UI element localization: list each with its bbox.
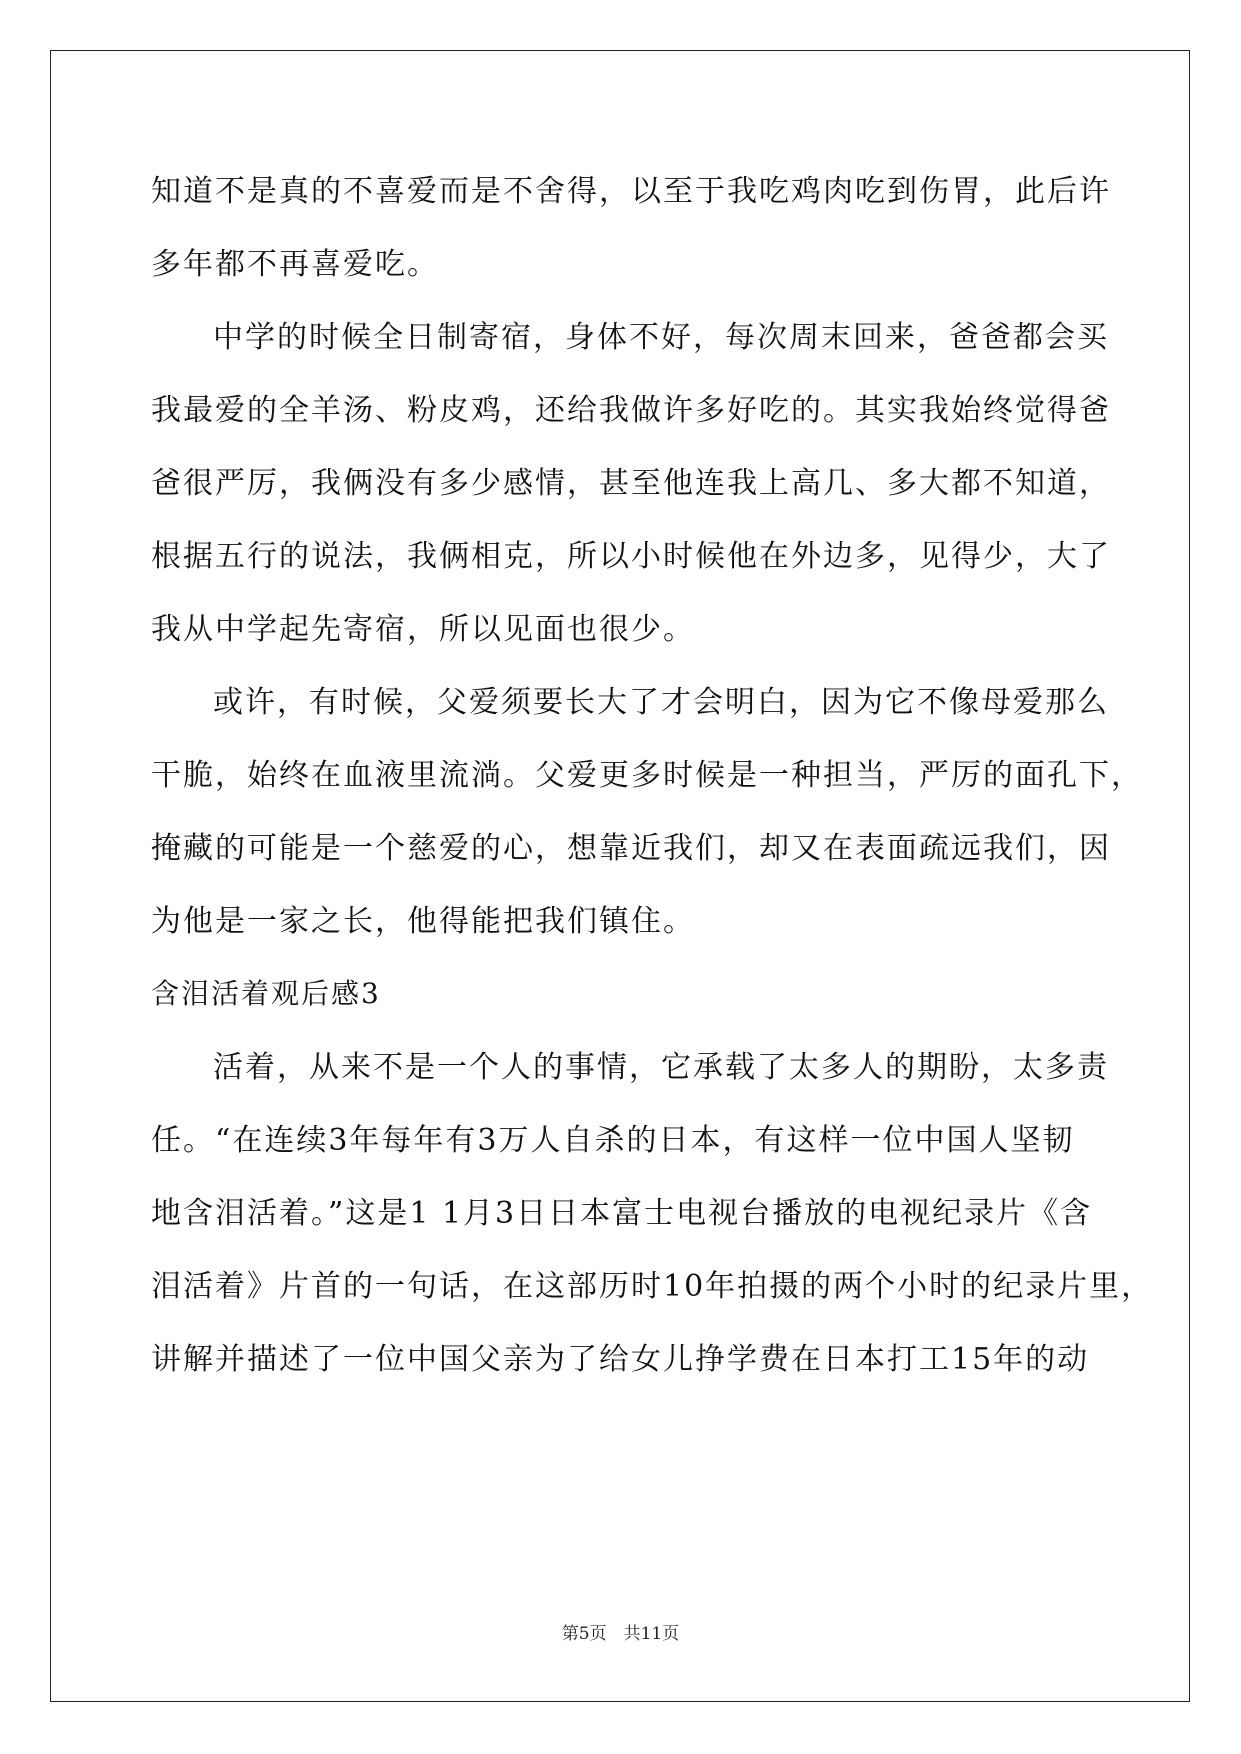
section-heading: 含泪活着观后感3 xyxy=(151,977,381,1010)
page-border xyxy=(50,50,1190,1702)
text-line: 爸很严厉，我俩没有多少感情，甚至他连我上高几、多大都不知道， xyxy=(151,466,1111,501)
text-line: 泪活着》片首的一句话，在这部历时10年拍摄的两个小时的纪录片里， xyxy=(151,1269,1154,1304)
text-line: 干脆，始终在血液里流淌。父爱更多时候是一种担当，严厉的面孔下， xyxy=(151,758,1143,793)
text-line: 多年都不再喜爱吃。 xyxy=(151,247,439,282)
text-line: 知道不是真的不喜爱而是不舍得，以至于我吃鸡肉吃到伤胃，此后许 xyxy=(151,174,1111,209)
page-number-footer: 第5页 共11页 xyxy=(561,1624,680,1644)
text-line: 根据五行的说法，我俩相克，所以小时候他在外边多，见得少，大了 xyxy=(151,539,1111,574)
paragraph-start-line: 活着，从来不是一个人的事情，它承载了太多人的期盼，太多责 xyxy=(213,1050,1109,1085)
text-line: 讲解并描述了一位中国父亲为了给女儿挣学费在日本打工15年的动 xyxy=(151,1342,1090,1377)
text-line: 为他是一家之长，他得能把我们镇住。 xyxy=(151,904,695,939)
text-line: 我从中学起先寄宿，所以见面也很少。 xyxy=(151,612,695,647)
paragraph-start-line: 中学的时候全日制寄宿，身体不好，每次周末回来，爸爸都会买 xyxy=(213,320,1109,355)
text-line: 我最爱的全羊汤、粉皮鸡，还给我做许多好吃的。其实我始终觉得爸 xyxy=(151,393,1111,428)
text-line: 掩藏的可能是一个慈爱的心，想靠近我们，却又在表面疏远我们，因 xyxy=(151,831,1111,866)
text-line: 任。“在连续3年每年有3万人自杀的日本，有这样一位中国人坚韧 xyxy=(151,1123,1075,1158)
paragraph-start-line: 或许，有时候，父爱须要长大了才会明白，因为它不像母爱那么 xyxy=(213,685,1109,720)
text-line: 地含泪活着。”这是1 1月3日日本富士电视台播放的电视纪录片《含 xyxy=(151,1196,1093,1231)
